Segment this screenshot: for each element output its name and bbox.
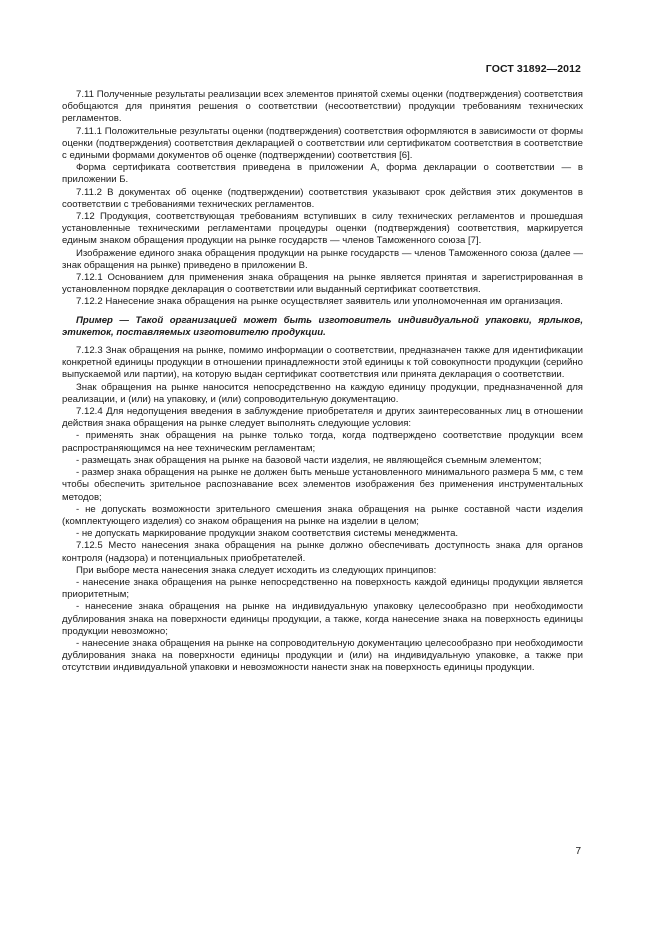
paragraph-7-11-1: 7.11.1 Положительные результаты оценки (подтверждения) соответствия оформляются в зависимости от формы оценки (подтверждения) соответствия декларацией о соответствии или сертификатом соответствия в соответствие с едиными формами документов об оценке (подтверждении) соответствия [6]. xyxy=(62,125,583,162)
list-item: - применять знак обращения на рынке только тогда, когда подтверждено соответствие продукции всем распространяющимся на нее техническим регламентам; xyxy=(62,430,583,454)
page-number: 7 xyxy=(575,846,581,857)
list-item: - нанесение знака обращения на рынке на индивидуальную упаковку целесообразно при необходимости дублирования знака на поверхности единицы продукции, а также, когда нанесение знака на поверхность единицы продукции невозможно; xyxy=(62,601,583,637)
list-item: - не допускать маркирование продукции знаком соответствия системы менеджмента. xyxy=(76,528,459,540)
paragraph-mark-image: Изображение единого знака обращения продукции на рынке государств — членов Таможенного союза (далее — знак обращения на рынке) приведено в приложении В. xyxy=(62,247,583,271)
paragraph-7-12-2: 7.12.2 Нанесение знака обращения на рынке осуществляет заявитель или уполномоченная им организация. xyxy=(76,296,563,308)
list-item: - не допускать возможности зрительного смешения знака обращения на рынке составной части изделия (комплектующего изделия) со знаком обращения на рынке на изделии в целом; xyxy=(62,503,583,527)
example-note: Пример — Такой организацией может быть изготовитель индивидуальной упаковки, ярлыков, этикеток, поставляемых изготовителю продукции. xyxy=(62,314,583,338)
list-item: - размер знака обращения на рынке не должен быть меньше установленного минимального размера 5 мм, с тем чтобы обеспечить зрительное распознавание всех элементов изображения без применения инструментальных методов; xyxy=(62,467,583,503)
paragraph-7-12-4: 7.12.4 Для недопущения введения в заблуждение приобретателя и других заинтересованных лиц в отношении действия знака обращения на рынке следует выполнять следующие условия: xyxy=(62,406,583,430)
paragraph-placement-principles: При выборе места нанесения знака следует исходить из следующих принципов: xyxy=(76,564,437,576)
list-item: - нанесение знака обращения на рынке на сопроводительную документацию целесообразно при необходимости дублирования знака на поверхности единицы продукции и (или) на индивидуальную упаковке, а также при отсутствии индивидуальной упаковки и невозможности нанести знак на поверхность единицы продукции. xyxy=(62,637,583,674)
paragraph-mark-application: Знак обращения на рынке наносится непосредственно на каждую единицу продукции, предназначенной для реализации, и (или) на упаковку, и (или) сопроводительную документацию. xyxy=(62,381,583,405)
paragraph-form-note: Форма сертификата соответствия приведена в приложении А, форма декларации о соответствии — в приложении Б. xyxy=(62,162,583,186)
document-body xyxy=(62,89,583,675)
list-item: - размещать знак обращения на рынке на базовой части изделия, не являющейся съемным элементом; xyxy=(76,454,542,466)
paragraph-7-11: 7.11 Полученные результаты реализации всех элементов принятой схемы оценки (подтверждения) соответствия обобщаются для принятия решения о соответствии (несоответствии) продукции требованиям технических регламентов. xyxy=(62,89,583,125)
paragraph-7-11-2: 7.11.2 В документах об оценке (подтверждении) соответствия указывают срок действия этих документов в соответствии с требованиями технических регламентов. xyxy=(62,186,583,210)
paragraph-7-12-5: 7.12.5 Место нанесения знака обращения на рынке должно обеспечивать доступность знака для органов контроля (надзора) и потенциальных приобретателей. xyxy=(62,540,583,564)
list-item: - нанесение знака обращения на рынке непосредственно на поверхность каждой единицы продукции является приоритетным; xyxy=(62,576,583,601)
paragraph-7-12-1: 7.12.1 Основанием для применения знака обращения на рынке является принятая и зарегистрированная в установленном порядке декларация о соответствии или выданный сертификат соответствия. xyxy=(62,272,583,296)
paragraph-7-12-3: 7.12.3 Знак обращения на рынке, помимо информации о соответствии, предназначен также для идентификации конкретной единицы продукции в отношении принадлежности этой единицы к той совокупности продукции (серийно выпускаемой или партии), на которую выдан сертификат соответствия или принята декларация о соответствии. xyxy=(62,345,583,381)
paragraph-7-12: 7.12 Продукция, соответствующая требованиям вступивших в силу технических регламентов и прошедшая установленные техническими регламентами процедуры оценки (подтверждения) соответствия, маркируется единым знаком обращения продукции на рынке государств — членов Таможенного союза [7]. xyxy=(62,211,583,247)
document-header-standard: ГОСТ 31892—2012 xyxy=(485,63,581,75)
